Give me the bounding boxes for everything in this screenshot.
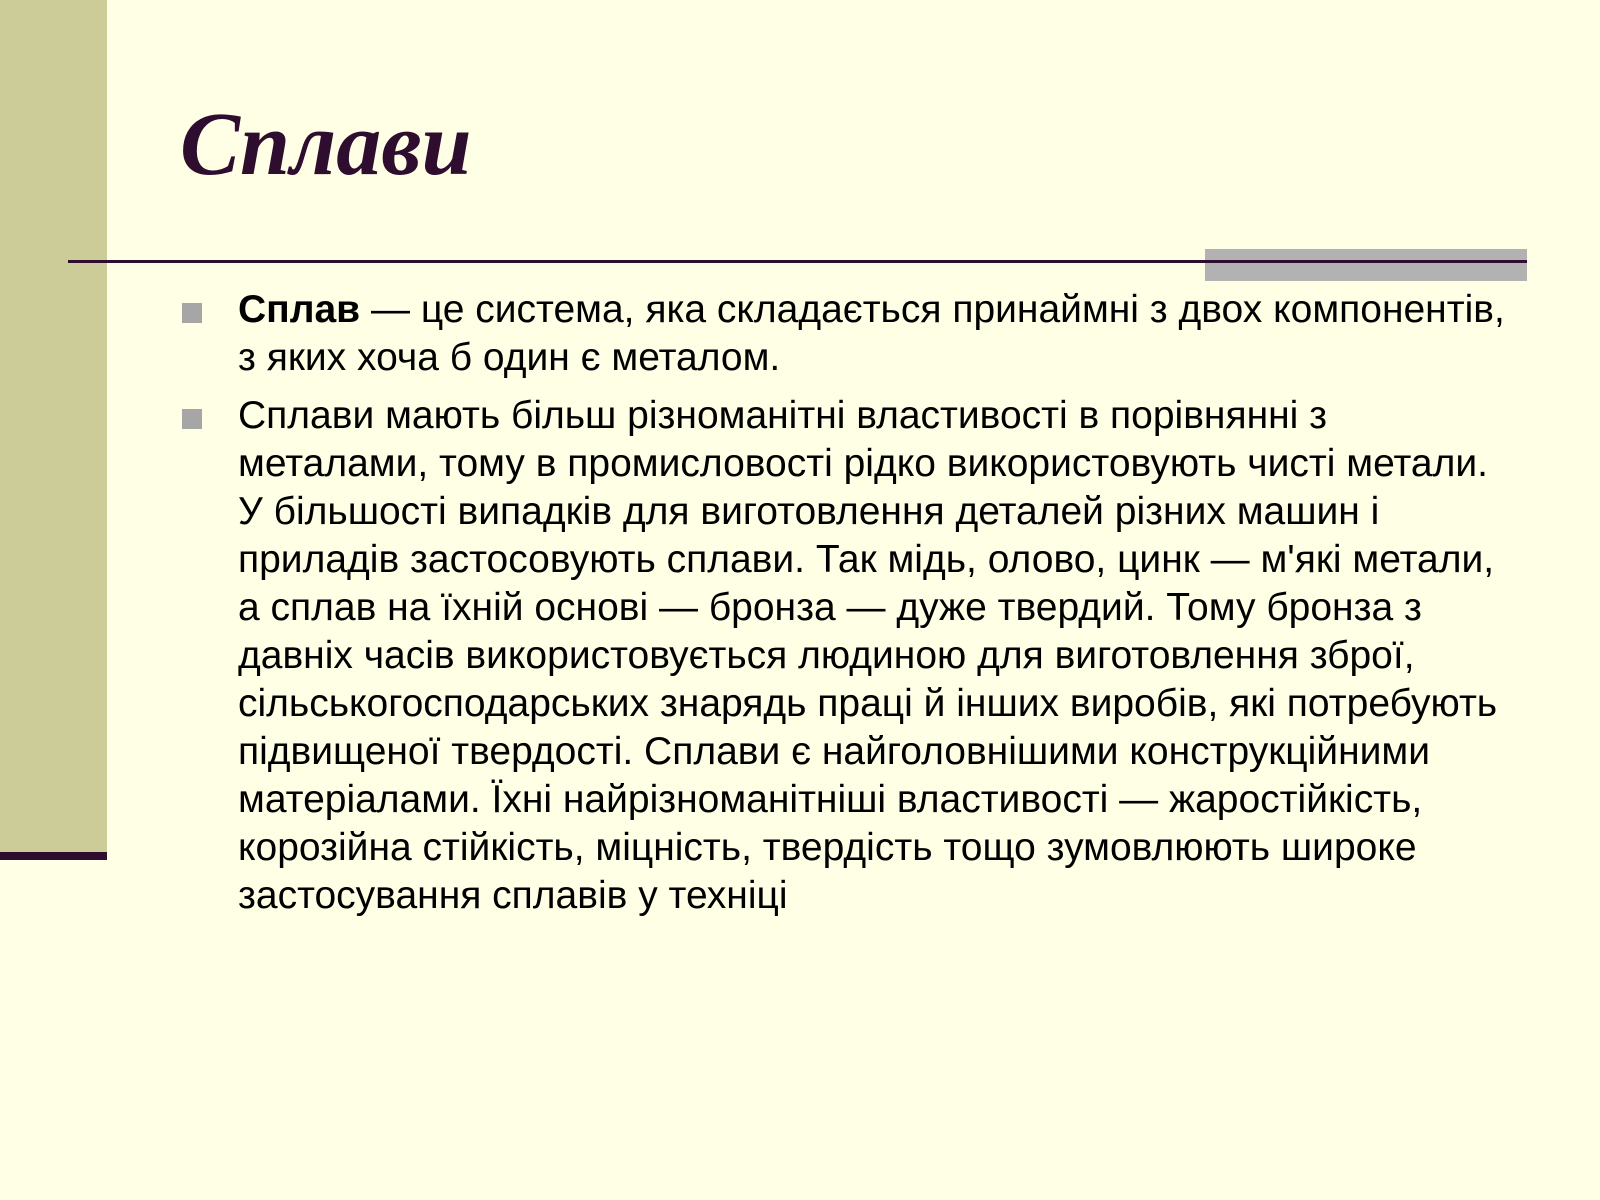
square-bullet-icon <box>182 303 202 323</box>
square-bullet-icon <box>182 409 202 429</box>
slide-title: Сплави <box>180 95 472 194</box>
bullet-text: — це система, яка складається принаймні з двох компонентів, з яких хоча б один є металом. <box>238 288 1505 379</box>
bullet-list <box>180 286 1510 930</box>
left-decorative-bar <box>0 0 107 855</box>
bullet-item-definition <box>180 286 1510 382</box>
title-rule-gray-block <box>1205 249 1527 281</box>
bullet-text: Сплави мають більш різноманітні властивості в порівнянні з металами, тому в промисловості рідко використовують чисті метали. У більшості випадків для виготовлення деталей різних машин і приладів застосовують сплави. Так мідь, олово, цинк — м'які метали, а сплав на їхній основі — бронза — дуже твердий. Тому бронза з давніх часів використовується людиною для виготовлення зброї, сільськогосподарських знарядь праці й інших виробів, які потребують підвищеної твердості. Сплави є найголовнішими конструкційними матеріалами. Їхні найрізноманітніші властивості — жаростійкість, корозійна стійкість, міцність, твердість тощо зумовлюють широке застосування сплавів у техніці <box>238 394 1498 917</box>
left-bar-accent-line <box>0 852 107 860</box>
bullet-term: Сплав <box>238 288 361 331</box>
title-rule-line <box>68 260 1527 263</box>
bullet-item-properties <box>180 392 1510 920</box>
